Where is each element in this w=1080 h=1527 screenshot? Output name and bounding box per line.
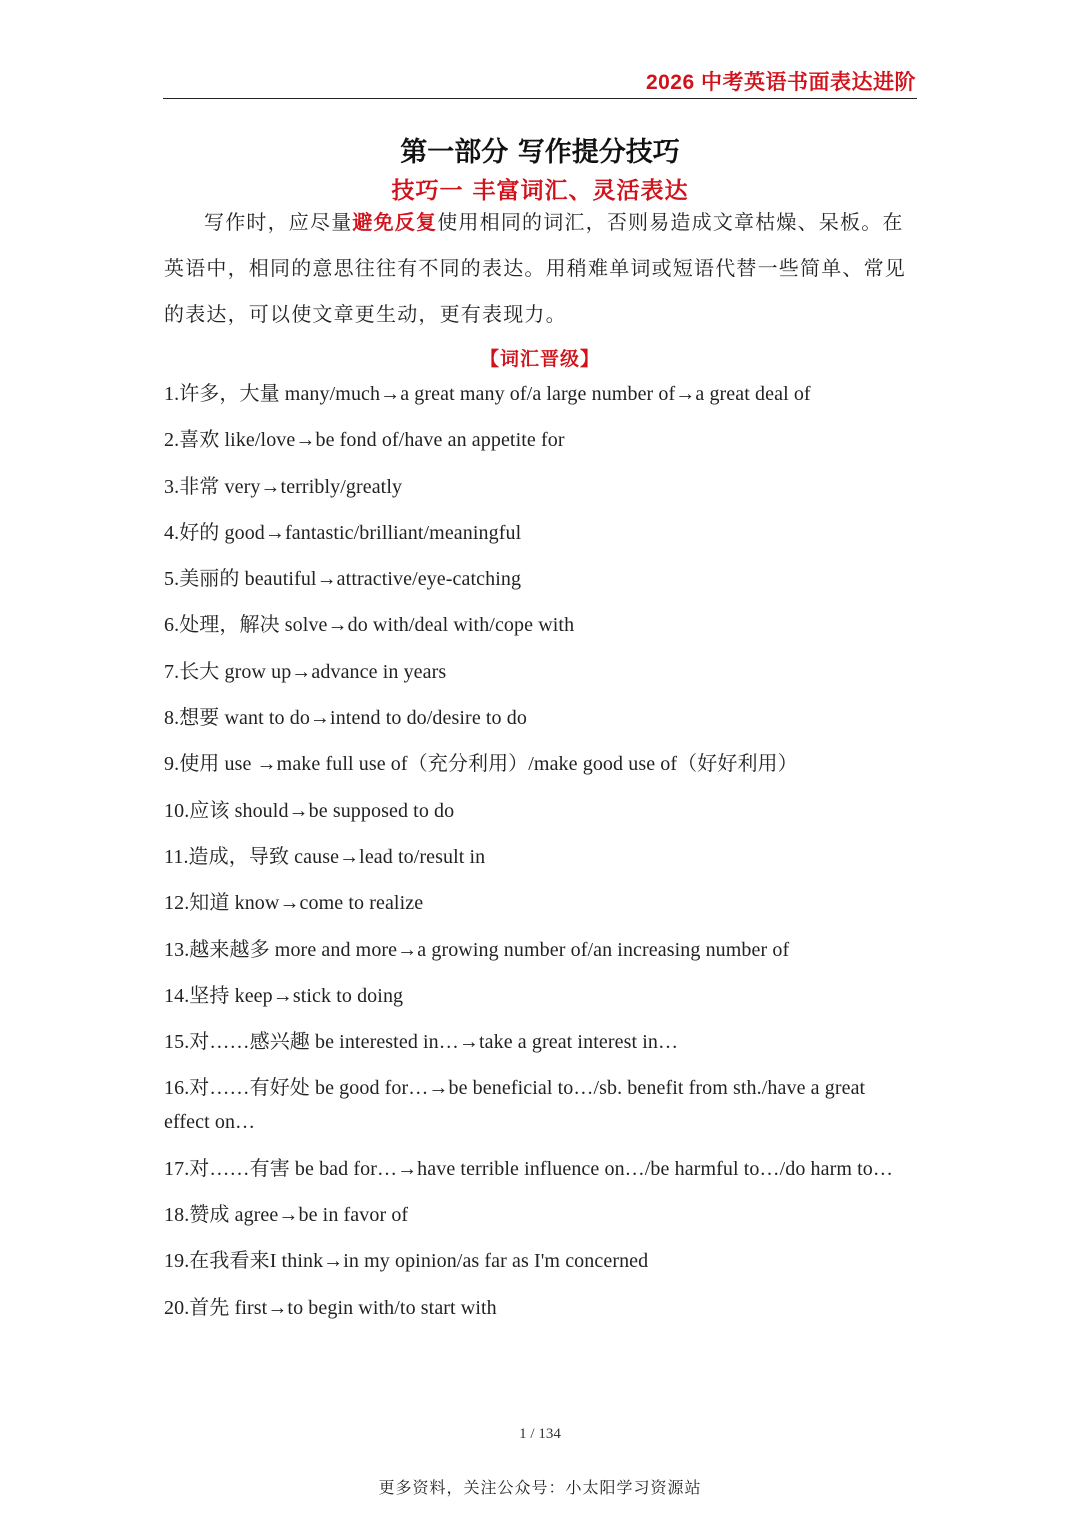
section-title: 技巧一 丰富词汇、灵活表达	[391, 178, 689, 204]
page-number: 1 / 134	[519, 1426, 561, 1442]
vocab-item: 14.坚持 keep→stick to doing	[164, 984, 404, 1007]
vocab-list	[164, 377, 916, 1337]
vocab-item: 12.知道 know→come to realize	[164, 892, 424, 915]
vocab-item: 18.赞成 agree→be in favor of	[164, 1204, 409, 1227]
vocab-item: 15.对……感兴趣 be interested in…→take a great interest in…	[164, 1031, 679, 1054]
vocab-item: 13.越来越多 more and more→a growing number of/an increasing number of	[164, 938, 790, 961]
vocab-item: 20.首先 first→to begin with/to start with	[164, 1296, 497, 1319]
vocab-item: 6.处理，解决 solve→do with/deal with/cope with	[164, 614, 575, 637]
vocab-item: 19.在我看来I think→in my opinion/as far as I'm concerned	[164, 1250, 649, 1273]
header-divider	[163, 98, 917, 99]
vocab-item: 16.对……有好处 be good for…→be beneficial to…/sb. benefit from sth./have a great effect on…	[164, 1077, 866, 1134]
vocab-subheading: 【词汇晋级】	[479, 348, 600, 370]
vocab-item: 9.使用 use →make full use of（充分利用）/make good use of（好好利用）	[164, 753, 798, 776]
vocab-item: 4.好的 good→fantastic/brilliant/meaningful	[164, 521, 522, 544]
vocab-item: 11.造成，导致 cause→lead to/result in	[164, 845, 486, 868]
vocab-item: 10.应该 should→be supposed to do	[164, 799, 455, 822]
page-title: 第一部分 写作提分技巧	[400, 137, 680, 168]
intro-emphasis: 避免反复	[352, 212, 438, 234]
vocab-item: 7.长大 grow up→advance in years	[164, 660, 447, 683]
vocab-item: 8.想要 want to do→intend to do/desire to do	[164, 707, 527, 730]
vocab-item: 1.许多，大量 many/much→a great many of/a large number of→a great deal of	[164, 383, 811, 405]
intro-paragraph	[164, 200, 916, 338]
vocab-item: 17.对……有害 be bad for…→have terrible influence on…/be harmful to…/do harm to…	[164, 1157, 893, 1180]
document-header-title: 2026 中考英语书面表达进阶	[645, 71, 916, 94]
vocab-item: 5.美丽的 beautiful→attractive/eye-catching	[164, 568, 522, 591]
vocab-item: 2.喜欢 like/love→be fond of/have an appetite for	[164, 429, 565, 452]
footer-note: 更多资料，关注公众号：小太阳学习资源站	[378, 1480, 702, 1497]
vocab-item: 3.非常 very→terribly/greatly	[164, 475, 403, 498]
intro-text-end: 使用相同的词汇，否则易造成文章枯燥、呆板。在英语中，相同的意思往往有不同的表达。用稍难单词或短语代替一些简单、常见的表达，可以使文章更生动，更有表现力。	[164, 212, 906, 326]
intro-text-start: 写作时，应尽量	[204, 212, 353, 234]
